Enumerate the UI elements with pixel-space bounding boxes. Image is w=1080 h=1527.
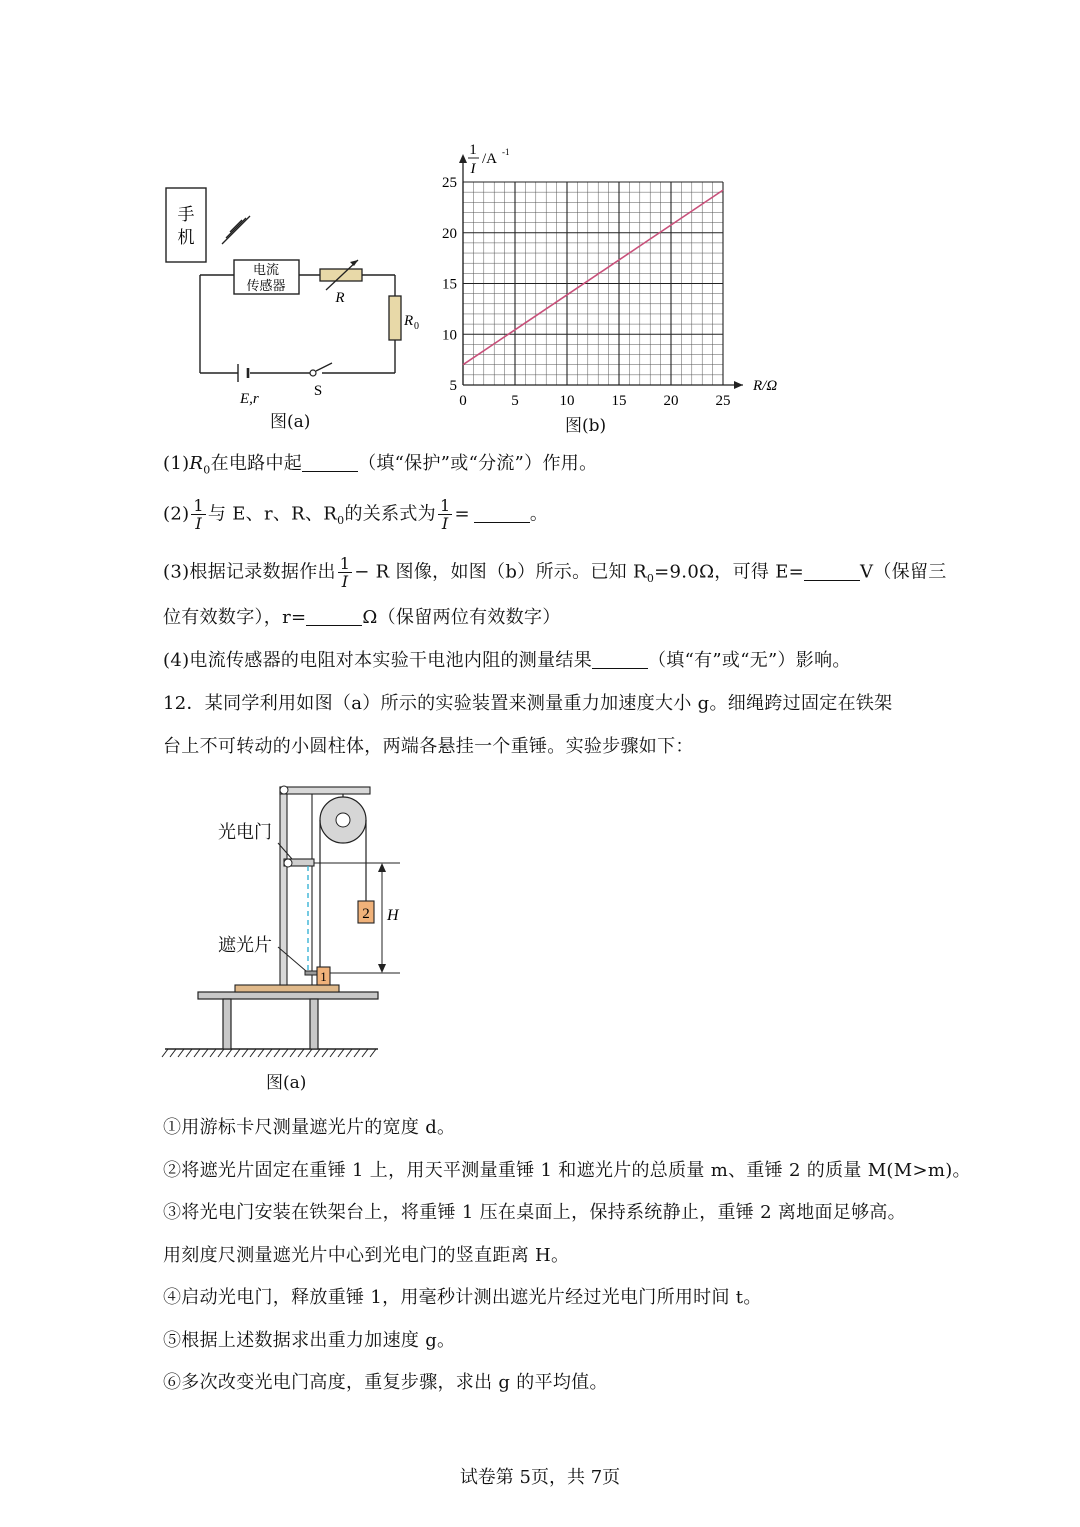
answer-blank-2	[474, 504, 530, 523]
figure-a2-caption: 图(a)	[266, 1073, 307, 1093]
ground-hatch	[322, 1049, 328, 1057]
ground-hatch	[346, 1049, 352, 1057]
table-leg-right	[310, 999, 318, 1049]
ground-hatch	[330, 1049, 336, 1057]
step-6: ⑥多次改变光电门高度，重复步骤，求出 g 的平均值。	[163, 1372, 608, 1393]
y-axis-exp: -1	[502, 147, 510, 157]
stand-base	[235, 985, 339, 992]
ground-hatch	[170, 1049, 176, 1057]
stand-pole	[280, 787, 287, 985]
ground-hatch	[178, 1049, 184, 1057]
ground-hatch	[306, 1049, 312, 1057]
step-4: ④启动光电门，释放重锤 1，用毫秒计测出遮光片经过光电门所用时间 t。	[163, 1287, 762, 1308]
label-Er: E,r	[240, 391, 259, 407]
mass-2-label: 2	[362, 906, 370, 922]
circuit-wires	[200, 275, 395, 373]
problem-12-line-1: 12．某同学利用如图（a）所示的实验装置来测量重力加速度大小 g。细绳跨过固定在铁架	[163, 693, 893, 714]
answer-blank-1	[302, 453, 358, 472]
ground-hatch	[338, 1049, 344, 1057]
step-5: ⑤根据上述数据求出重力加速度 g。	[163, 1330, 456, 1351]
ground-hatch	[186, 1049, 192, 1057]
question-1: $(1)R_0$在电路中起 （填“保护”或“分流”）作用。	[163, 453, 598, 477]
x-tick-label: 15	[611, 393, 627, 409]
circuit-diagram	[160, 180, 420, 435]
x-tick-label: 0	[459, 393, 467, 409]
x-axis-label: R/Ω	[753, 378, 778, 394]
x-tick-label: 5	[511, 393, 519, 409]
ground-hatch	[234, 1049, 240, 1057]
x-axis-arrow	[734, 381, 743, 389]
ground-hatch	[250, 1049, 256, 1057]
step-3: ③将光电门安装在铁架台上，将重锤 1 压在桌面上，保持系统静止，重锤 2 离地面足够高。	[163, 1202, 906, 1223]
y-axis-unit: /A	[482, 151, 497, 167]
label-R: R	[335, 290, 345, 306]
x-tick-labels	[459, 393, 730, 409]
mass-1-label: 1	[320, 969, 327, 984]
data-line	[463, 190, 723, 365]
phone-char-2: 机	[177, 228, 195, 247]
y-axis-arrow	[459, 154, 467, 163]
y-axis-num: 1	[469, 142, 477, 158]
ground-hatch	[218, 1049, 224, 1057]
ground-hatch	[290, 1049, 296, 1057]
label-shade-plate: 遮光片	[218, 935, 272, 956]
page-footer: 试卷第 5页，共 7页	[459, 1467, 621, 1488]
question-2: (2) $\frac{1}{I}$ 与 E、r、R、$R_0$的关系式为 $\frac{1}{I}$ = 。	[163, 496, 549, 533]
y-tick-label: 10	[442, 327, 457, 344]
x-tick-label: 20	[663, 393, 679, 409]
apparatus-diagram	[160, 775, 420, 1065]
ground-hatch	[202, 1049, 208, 1057]
answer-blank-3b	[306, 607, 362, 626]
y-tick-label: 20	[442, 225, 457, 242]
ground-hatch	[370, 1049, 376, 1057]
switch-S	[316, 363, 332, 371]
label-R0: R	[404, 313, 414, 329]
table-leg-left	[223, 999, 231, 1049]
y-tick-label: 5	[449, 378, 457, 394]
label-S: S	[313, 383, 323, 399]
wireless-icon	[222, 216, 250, 244]
answer-blank-4	[592, 650, 648, 669]
y-tick-labels	[442, 175, 457, 394]
ground-hatch	[194, 1049, 200, 1057]
graph-b	[428, 140, 808, 420]
ground-hatch	[162, 1049, 168, 1057]
step-3-cont: 用刻度尺测量遮光片中心到光电门的竖直距离 H。	[163, 1245, 570, 1266]
step-1: ①用游标卡尺测量遮光片的宽度 d。	[163, 1117, 456, 1138]
fraction-1-over-I: $\frac{1}{I}$	[193, 496, 204, 533]
ground-hatch	[266, 1049, 272, 1057]
step-2: ②将遮光片固定在重锤 1 上，用天平测量重锤 1 和遮光片的总质量 m、重锤 2 的质量 M(M>m)。	[163, 1160, 971, 1181]
sensor-label-1: 电流	[252, 262, 280, 277]
ground-hatch	[274, 1049, 280, 1057]
answer-blank-3a	[804, 562, 860, 581]
figure-a1-caption: 图(a)	[270, 412, 311, 432]
resistor-R0	[389, 296, 401, 340]
ground-hatch	[258, 1049, 264, 1057]
label-photogate: 光电门	[218, 822, 272, 843]
y-axis-den: I	[470, 161, 476, 177]
rheostat	[320, 269, 362, 281]
figure-b-caption: 图(b)	[565, 416, 607, 436]
ground-hatch	[210, 1049, 216, 1057]
label-R0-sub: 0	[414, 321, 419, 332]
sensor-label-2: 传感器	[246, 278, 286, 293]
x-tick-label: 10	[559, 393, 575, 409]
ground-hatch	[226, 1049, 232, 1057]
y-tick-label: 25	[442, 175, 457, 191]
ground-hatch	[282, 1049, 288, 1057]
ground-hatch	[354, 1049, 360, 1057]
stand-arm	[280, 787, 370, 794]
ground-hatch	[242, 1049, 248, 1057]
phone-box	[166, 188, 206, 262]
ground-hatch	[314, 1049, 320, 1057]
ground-hatch	[298, 1049, 304, 1057]
label-H: H	[387, 907, 399, 924]
ground-hatch	[362, 1049, 368, 1057]
problem-12-line-2: 台上不可转动的小圆柱体，两端各悬挂一个重锤。实验步骤如下：	[163, 736, 694, 757]
phone-char-1: 手	[177, 205, 195, 224]
question-3: (3)根据记录数据作出 $\frac{1}{I}$ − R 图像，如图（b）所示。已知 $R_0=9.0\Omega$，可得 E= V（保留三	[163, 554, 947, 591]
y-tick-label: 15	[442, 276, 457, 293]
x-tick-label: 25	[715, 393, 731, 409]
question-4: (4)电流传感器的电阻对本实验干电池内阻的测量结果 （填“有”或“无”）影响。	[163, 650, 851, 671]
table-top	[198, 992, 378, 999]
question-3-line-2: 位有效数字），r= Ω（保留两位有效数字）	[163, 607, 561, 628]
